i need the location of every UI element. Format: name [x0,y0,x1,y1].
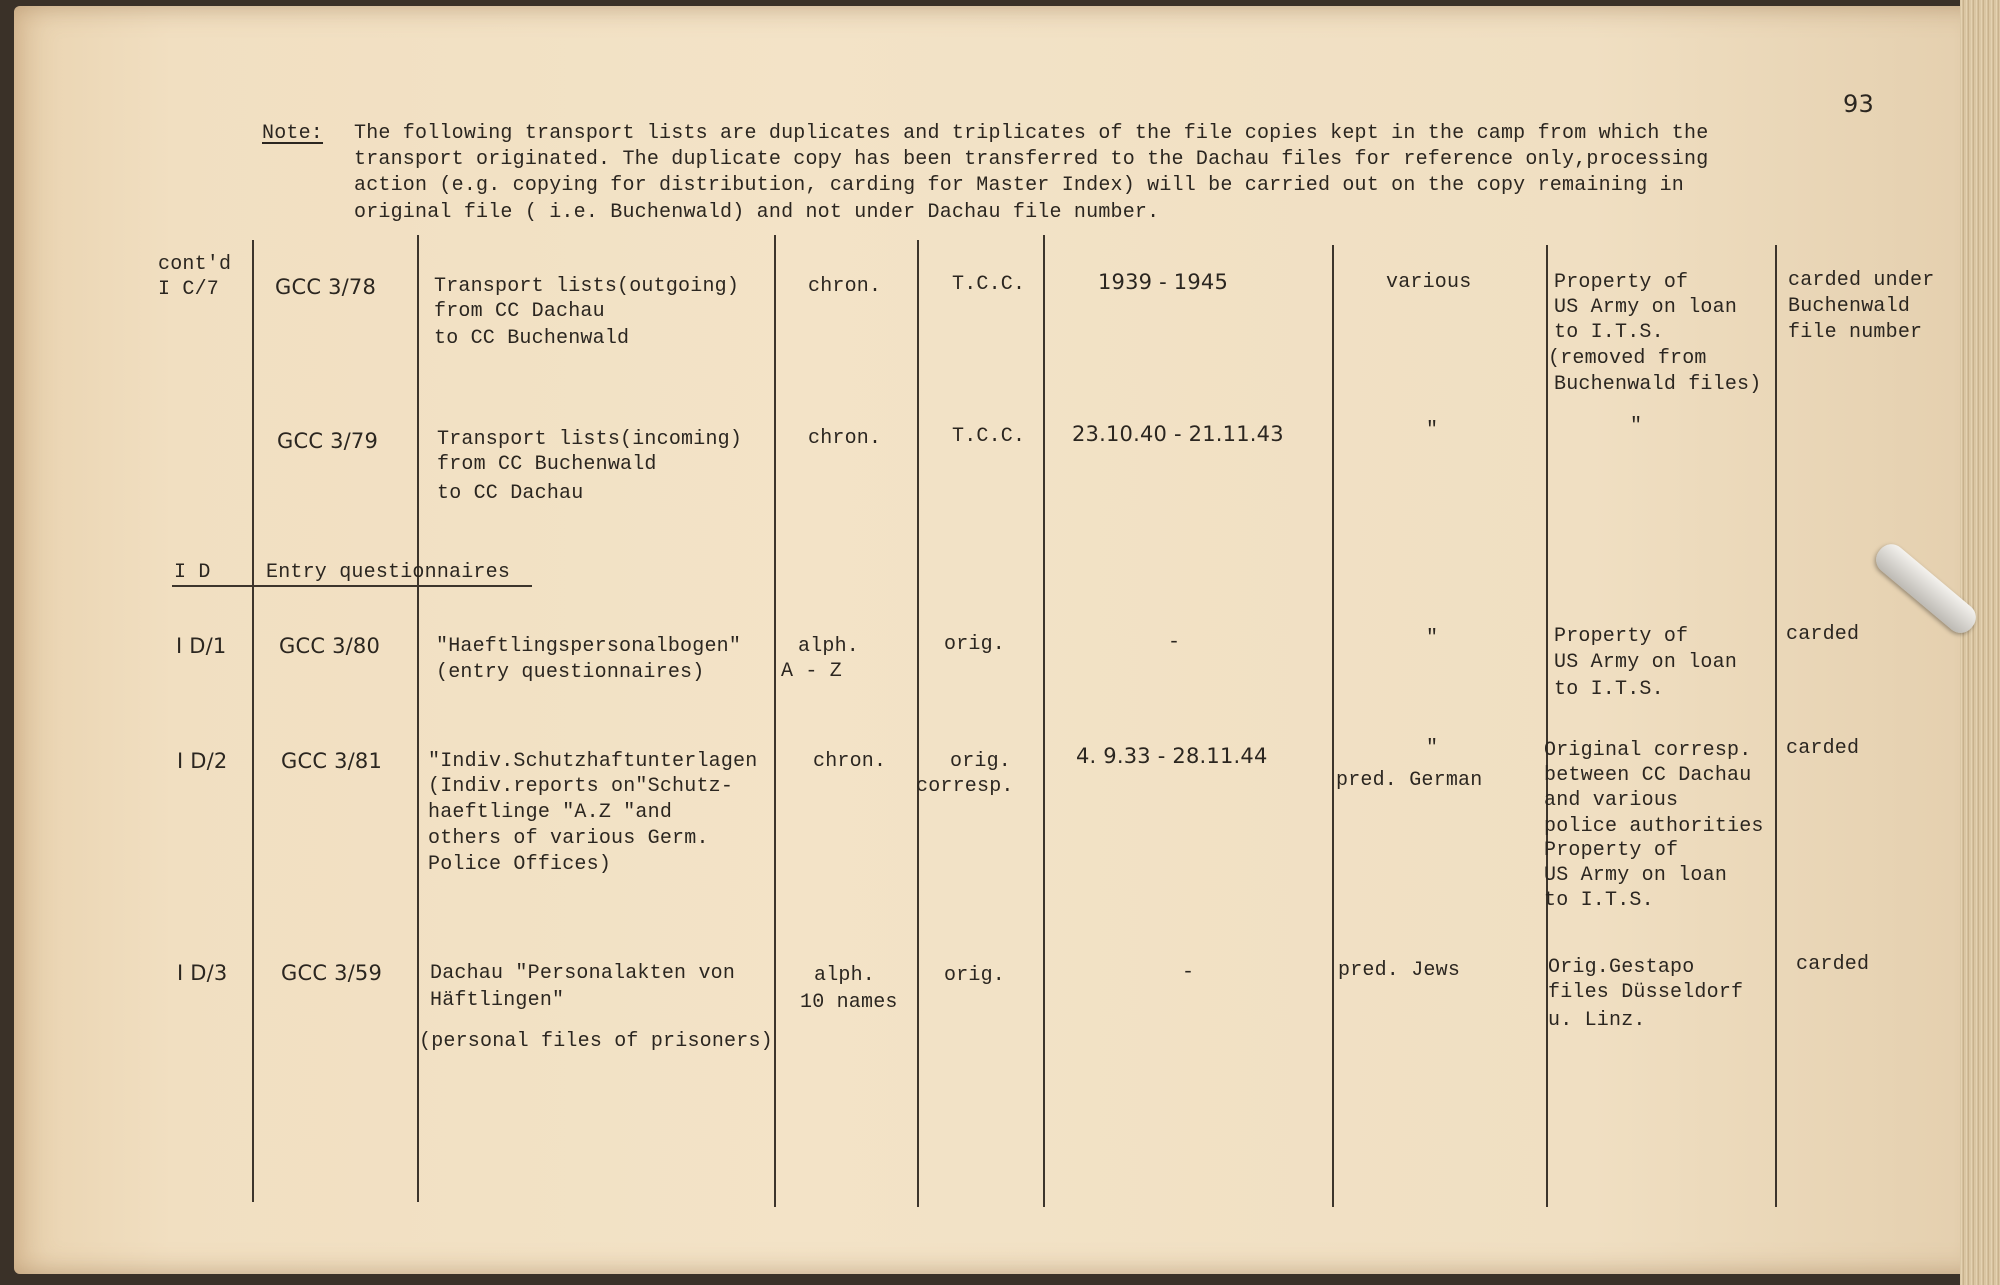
contd-label: cont'd [158,253,232,276]
remarks-cell: to I.T.S. [1544,889,1654,912]
type-cell: T.C.C. [952,273,1026,296]
arrangement-cell: alph. [798,635,860,658]
title-cell: "Indiv.Schutzhaftunterlagen [428,750,758,773]
arrangement-cell: chron. [813,750,887,773]
remarks-cell: " [1630,415,1643,438]
status-cell: carded under [1788,269,1935,292]
type-cell: corresp. [916,775,1014,798]
dates-cell: 1939 - 1945 [1098,270,1229,294]
nationality-cell: " [1426,419,1439,442]
column-rule [917,240,919,1207]
remarks-cell: to I.T.S. [1554,678,1664,701]
book-fore-edge [1960,0,2000,1285]
title-cell: to CC Buchenwald [434,327,630,350]
section-underline [172,585,532,587]
remarks-cell: Property of [1554,271,1689,294]
arrangement-cell: A - Z [781,660,843,683]
remarks-cell: US Army on loan [1554,296,1738,319]
remarks-cell: US Army on loan [1554,651,1738,674]
column-rule [417,235,419,1202]
remarks-cell: files Düsseldorf [1548,981,1744,1004]
column-rule [1546,245,1548,1207]
remarks-cell: police authorities [1544,815,1764,838]
remarks-cell: Orig.Gestapo [1548,956,1695,979]
remarks-cell: Property of [1544,839,1679,862]
title-cell: (entry questionnaires) [436,661,705,684]
ref-cell: GCC 3/79 [277,429,379,453]
title-cell: others of various Germ. [428,827,709,850]
column-rule [774,235,776,1207]
note-line-4: original file ( i.e. Buchenwald) and not under Dachau file number. [354,201,1160,224]
remarks-cell: u. Linz. [1548,1009,1646,1032]
column-rule [1332,245,1334,1207]
contd-code: I C/7 [158,278,220,301]
code-cell: I D/2 [177,749,228,773]
remarks-cell: Property of [1554,625,1689,648]
title-cell: to CC Dachau [437,482,584,505]
title-cell: "Haeftlingspersonalbogen" [436,635,742,658]
note-line-3: action (e.g. copying for distribution, carding for Master Index) will be carried out on the copy remaining in [354,174,1685,197]
remarks-cell: between CC Dachau [1544,764,1752,787]
title-cell: from CC Buchenwald [437,453,657,476]
dates-cell: - [1182,961,1195,984]
title-cell: from CC Dachau [434,300,605,323]
arrangement-cell: chron. [808,427,882,450]
title-cell: Police Offices) [428,853,612,876]
title-cell: (Indiv.reports on"Schutz- [428,775,734,798]
remarks-cell: to I.T.S. [1554,321,1664,344]
remarks-cell: Original corresp. [1544,739,1752,762]
status-cell: carded [1786,737,1860,760]
dates-cell: - [1168,631,1181,654]
type-cell: orig. [944,964,1006,987]
nationality-cell: " [1426,737,1439,760]
note-line-2: transport originated. The duplicate copy has been transferred to the Dachau files for reference only,processing [354,148,1709,171]
title-cell: haeftlinge "A.Z "and [428,801,673,824]
nationality-cell: " [1426,627,1439,650]
column-rule [252,240,254,1202]
remarks-cell: and various [1544,789,1679,812]
title-extra: (personal files of prisoners) [419,1030,773,1053]
page-number: 93 [1843,90,1874,118]
ref-cell: GCC 3/59 [281,961,383,985]
note-label: Note: [262,122,324,145]
nationality-cell: various [1386,271,1472,294]
dates-cell: 4. 9.33 - 28.11.44 [1076,744,1268,768]
type-cell: orig. [944,633,1006,656]
title-cell: Dachau "Personalakten von [430,962,736,985]
title-cell: Häftlingen" [430,989,565,1012]
status-cell: carded [1796,953,1870,976]
arrangement-cell: chron. [808,275,882,298]
code-cell: I D/3 [177,961,228,985]
status-cell: carded [1786,623,1860,646]
section-title: Entry questionnaires [266,561,511,584]
nationality-cell: pred. German [1336,769,1483,792]
remarks-cell: Buchenwald files) [1554,373,1762,396]
ref-cell: GCC 3/81 [281,749,383,773]
nationality-cell: pred. Jews [1338,959,1461,982]
dates-cell: 23.10.40 - 21.11.43 [1072,422,1284,446]
remarks-cell: (removed from [1548,347,1707,370]
status-cell: file number [1788,321,1923,344]
column-rule [1775,245,1777,1207]
ref-cell: GCC 3/80 [279,634,381,658]
arrangement-cell: alph. [814,964,876,987]
title-cell: Transport lists(incoming) [437,428,743,451]
type-cell: T.C.C. [952,425,1026,448]
code-cell: I D/1 [176,634,227,658]
ref-cell: GCC 3/78 [275,275,377,299]
column-rule [1043,235,1045,1207]
section-code: I D [174,561,211,584]
status-cell: Buchenwald [1788,295,1911,318]
type-cell: orig. [950,750,1012,773]
note-line-1: The following transport lists are duplicates and triplicates of the file copies kept in the camp from which the [354,122,1709,145]
title-cell: Transport lists(outgoing) [434,275,740,298]
remarks-cell: US Army on loan [1544,864,1728,887]
arrangement-cell: 10 names [800,991,898,1014]
